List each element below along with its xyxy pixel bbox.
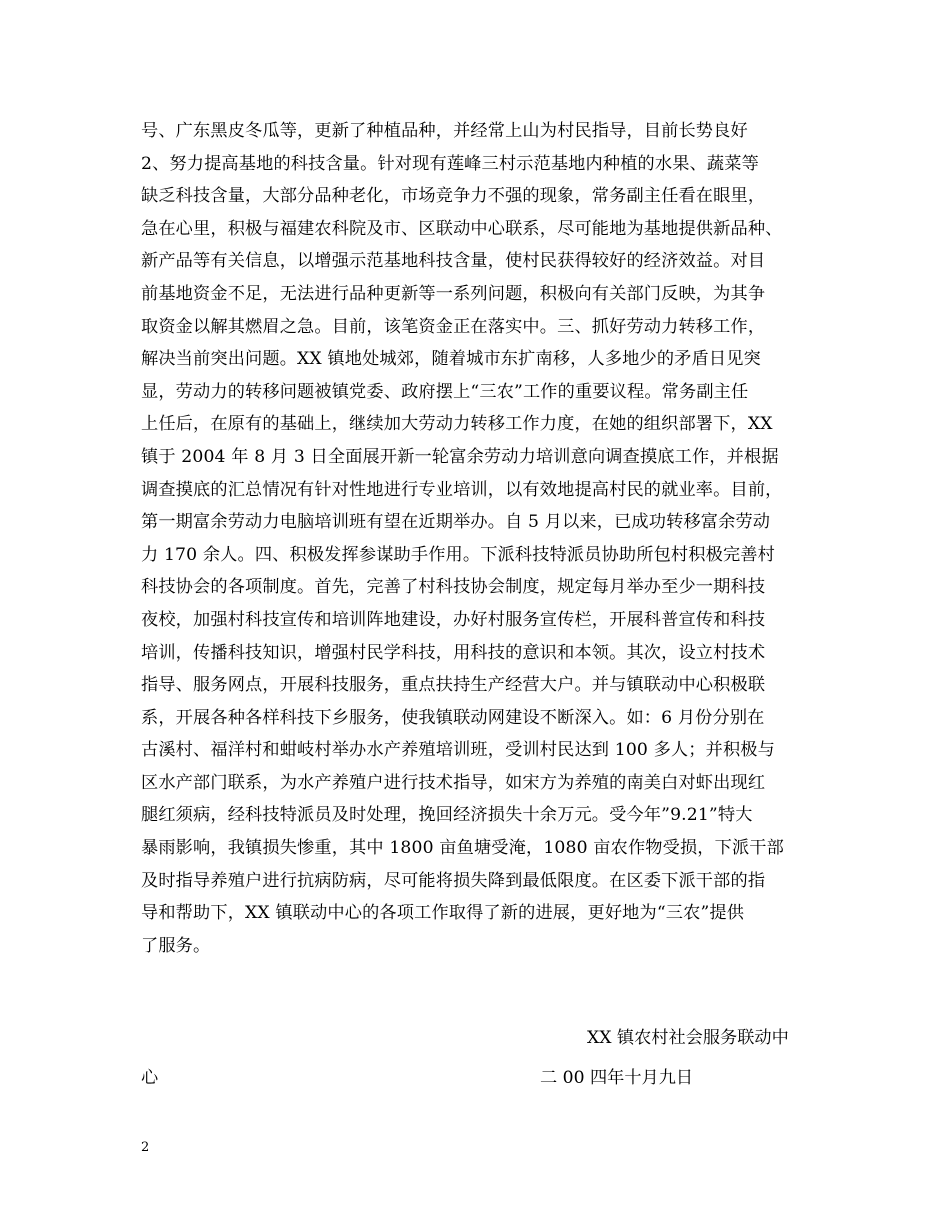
text-line: 夜校，加强村科技宣传和培训阵地建设，办好村服务宣传栏，开展科普宣传和科技: [141, 609, 766, 630]
signature-organization-tail: 心: [141, 1068, 159, 1088]
text-line: 古溪村、福洋村和蚶岐村举办水产养殖培训班，受训村民达到 100 多人；并积极与: [141, 740, 775, 761]
signature-organization: XX 镇农村社会服务联动中: [587, 1028, 789, 1048]
text-line: 镇于 2004 年 8 月 3 日全面展开新一轮富余劳动力培训意向调查摸底工作，并根据: [141, 446, 779, 467]
text-line: 号、广东黑皮冬瓜等，更新了种植品种，并经常上山为村民指导，目前长势良好: [141, 121, 748, 141]
text-line: 指导、服务网点，开展科技服务，重点扶持生产经营大户。并与镇联动中心积极联: [141, 675, 766, 696]
text-line: 区水产部门联系，为水产养殖户进行技术指导，如宋方为养殖的南美白对虾出现红: [141, 772, 766, 793]
text-line: 第一期富余劳动力电脑培训班有望在近期举办。自 5 月以来，已成功转移富余劳动: [141, 512, 771, 533]
text-line: 急在心里，积极与福建农科院及市、区联动中心联系，尽可能地为基地提供新品种、: [141, 218, 783, 239]
text-line: 缺乏科技含量，大部分品种老化，市场竞争力不强的现象，常务副主任看在眼里，: [141, 186, 766, 207]
text-line: 腿红须病，经科技特派员及时处理，挽回经济损失十余万元。受今年”9.21”特大: [141, 805, 753, 826]
text-line: 显，劳动力的转移问题被镇党委、政府摆上“三农”工作的重要议程。常务副主任: [141, 381, 749, 402]
text-line: 了服务。: [141, 935, 211, 956]
text-line: 暴雨影响，我镇损失惨重，其中 1800 亩鱼塘受淹，1080 亩农作物受损，下派干部: [141, 838, 784, 859]
signature-date: 二 00 四年十月九日: [540, 1068, 694, 1088]
text-line: 力 170 余人。四、积极发挥参谋助手作用。下派科技特派员协助所包村积极完善村: [141, 544, 775, 565]
text-line: 前基地资金不足，无法进行品种更新等一系列问题，积极向有关部门反映，为其争: [141, 283, 766, 304]
page-number: 2: [141, 1140, 150, 1155]
text-line: 2、努力提高基地的科技含量。针对现有莲峰三村示范基地内种植的水果、蔬菜等: [141, 153, 759, 174]
text-line: 系，开展各种各样科技下乡服务，使我镇联动网建设不断深入。如：6 月份分别在: [141, 707, 765, 728]
text-line: 调查摸底的汇总情况有针对性地进行专业培训，以有效地提高村民的就业率。目前，: [141, 479, 783, 500]
text-line: 解决当前突出问题。XX 镇地处城郊，随着城市东扩南移，人多地少的矛盾日见突: [141, 349, 761, 370]
text-line: 新产品等有关信息，以增强示范基地科技含量，使村民获得较好的经济效益。对目: [141, 251, 766, 272]
text-line: 及时指导养殖户进行抗病防病，尽可能将损失降到最低限度。在区委下派干部的指: [141, 870, 766, 891]
text-line: 导和帮助下，XX 镇联动中心的各项工作取得了新的进展，更好地为“三农”提供: [141, 903, 745, 924]
text-line: 科技协会的各项制度。首先，完善了村科技协会制度，规定每月举办至少一期科技: [141, 577, 766, 598]
text-line: 取资金以解其燃眉之急。目前，该笔资金正在落实中。三、抓好劳动力转移工作，: [141, 316, 766, 337]
text-line: 上任后，在原有的基础上，继续加大劳动力转移工作力度，在她的组织部署下，XX: [141, 414, 773, 435]
text-line: 培训，传播科技知识，增强村民学科技，用科技的意识和本领。其次，设立村技术: [141, 642, 766, 663]
body-text: [141, 115, 821, 962]
